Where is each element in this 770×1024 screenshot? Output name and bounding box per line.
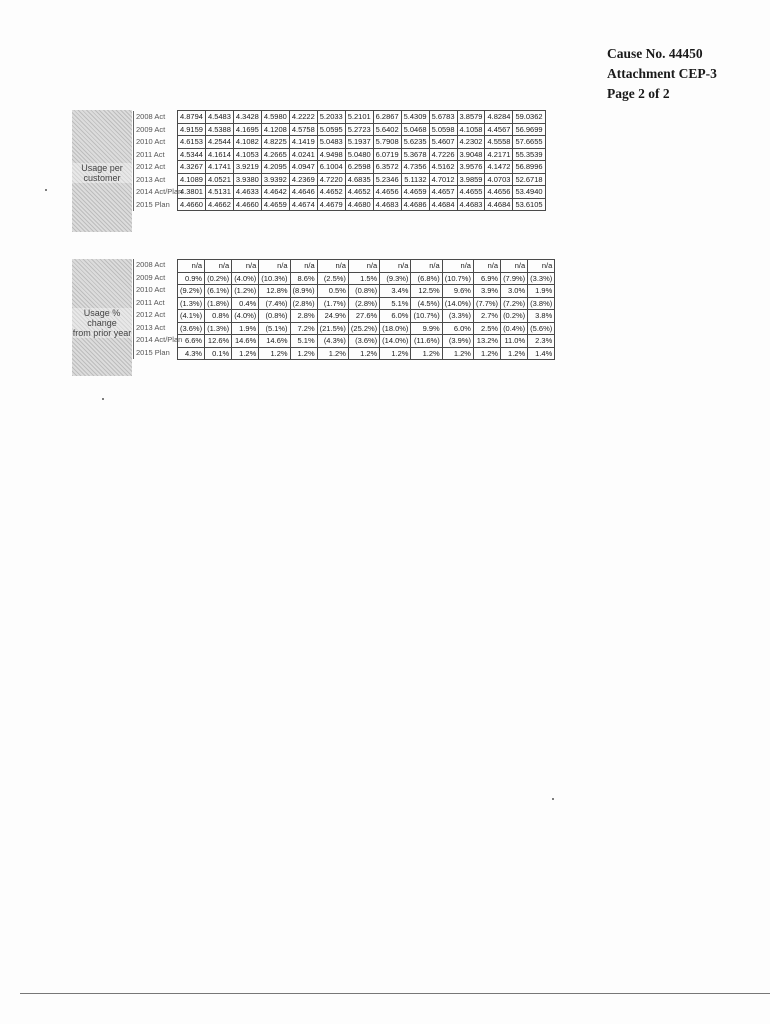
table-cell: 4.4652 <box>345 186 373 199</box>
table-cell: 4.5344 <box>178 148 206 161</box>
table-cell: 1.2% <box>501 347 528 360</box>
table-cell: (0.2%) <box>501 310 528 323</box>
usage-label: Usage per customer <box>72 163 132 183</box>
table-cell: 52.6718 <box>513 173 545 186</box>
table-cell: 1.4% <box>528 347 555 360</box>
table-cell: n/a <box>528 260 555 273</box>
table-row <box>178 272 555 285</box>
table-cell: 4.0947 <box>289 161 317 174</box>
table-cell: 4.5388 <box>205 123 233 136</box>
table-cell: 6.6% <box>178 335 205 348</box>
table-cell: 4.1695 <box>233 123 261 136</box>
table-row <box>178 322 555 335</box>
table-cell: 4.1089 <box>178 173 206 186</box>
table-cell: 4.4633 <box>233 186 261 199</box>
table-cell: 4.4659 <box>401 186 429 199</box>
table-cell: (9.2%) <box>178 285 205 298</box>
table-cell: (1.3%) <box>178 297 205 310</box>
table-cell: 5.2346 <box>373 173 401 186</box>
table-row <box>178 335 555 348</box>
table-cell: 4.4683 <box>457 198 485 211</box>
table-cell: 5.4607 <box>429 136 457 149</box>
table-cell: 1.2% <box>317 347 348 360</box>
table-cell: (25.2%) <box>348 322 379 335</box>
row-label: 2010 Act <box>133 136 249 149</box>
table-cell: 12.5% <box>411 285 442 298</box>
table-cell: (3.8%) <box>528 297 555 310</box>
table-cell: n/a <box>501 260 528 273</box>
table-row <box>178 173 546 186</box>
table-cell: (5.1%) <box>259 322 290 335</box>
table-cell: 12.6% <box>205 335 232 348</box>
table-cell: 1.2% <box>380 347 411 360</box>
table-cell: 0.4% <box>232 297 259 310</box>
table-cell: 6.0% <box>380 310 411 323</box>
table-cell: n/a <box>290 260 317 273</box>
table-cell: (10.7%) <box>442 272 473 285</box>
table-cell: 3.8% <box>528 310 555 323</box>
table-cell: 4.7220 <box>317 173 345 186</box>
table-cell: (5.6%) <box>528 322 555 335</box>
table-cell: 4.4655 <box>457 186 485 199</box>
table-cell: 5.2723 <box>345 123 373 136</box>
table-cell: 0.9% <box>178 272 205 285</box>
table-cell: 3.9% <box>473 285 500 298</box>
table-cell: 6.9% <box>473 272 500 285</box>
table-cell: (1.7%) <box>317 297 348 310</box>
table-cell: 4.2222 <box>289 111 317 124</box>
table-cell: 5.2101 <box>345 111 373 124</box>
table-cell: 4.3267 <box>178 161 206 174</box>
row-label: 2013 Act <box>133 322 249 335</box>
row-label: 2009 Act <box>133 272 249 285</box>
table-cell: 11.0% <box>501 335 528 348</box>
cause-number: Cause No. 44450 <box>607 46 703 61</box>
table-cell: (4.1%) <box>178 310 205 323</box>
table-cell: 0.8% <box>205 310 232 323</box>
table-cell: 12.8% <box>259 285 290 298</box>
table-cell: 9.6% <box>442 285 473 298</box>
table-cell: (4.0%) <box>232 310 259 323</box>
row-label: 2008 Act <box>133 111 249 124</box>
table-cell: 4.4660 <box>178 198 206 211</box>
table-cell: 4.5758 <box>289 123 317 136</box>
row-label: 2015 Plan <box>133 199 249 212</box>
row-label: 2014 Act/Plan <box>133 334 249 347</box>
table-cell: 5.6402 <box>373 123 401 136</box>
row-label: 2015 Plan <box>133 347 249 360</box>
table-cell: 4.0241 <box>289 148 317 161</box>
table-cell: 1.2% <box>348 347 379 360</box>
table-cell: 2.8% <box>290 310 317 323</box>
table-cell: (14.0%) <box>442 297 473 310</box>
table-cell: 1.2% <box>442 347 473 360</box>
table-cell: (1.8%) <box>205 297 232 310</box>
change-table <box>177 259 555 360</box>
table-cell: 4.4659 <box>261 198 289 211</box>
change-label-line2: from prior year <box>72 328 132 338</box>
table-cell: 4.7012 <box>429 173 457 186</box>
table-cell: 6.0719 <box>373 148 401 161</box>
table-cell: 4.4652 <box>317 186 345 199</box>
table-cell: 4.8794 <box>178 111 206 124</box>
table-cell: 4.5483 <box>205 111 233 124</box>
table-cell: 4.8225 <box>261 136 289 149</box>
table-cell: 1.2% <box>232 347 259 360</box>
table-cell: 1.9% <box>528 285 555 298</box>
table-cell: 4.1472 <box>485 161 513 174</box>
table-cell: 5.4309 <box>401 111 429 124</box>
table-cell: 3.9392 <box>261 173 289 186</box>
table-cell: 5.3678 <box>401 148 429 161</box>
table-cell: 0.5% <box>317 285 348 298</box>
table-cell: 4.4684 <box>485 198 513 211</box>
table-cell: 5.6235 <box>401 136 429 149</box>
table-cell: n/a <box>348 260 379 273</box>
table-cell: 9.9% <box>411 322 442 335</box>
table-cell: 4.4646 <box>289 186 317 199</box>
table-cell: (10.7%) <box>411 310 442 323</box>
table-cell: 4.5980 <box>261 111 289 124</box>
table-cell: 4.3428 <box>233 111 261 124</box>
table-cell: (0.8%) <box>259 310 290 323</box>
table-cell: 6.2598 <box>345 161 373 174</box>
scan-speck <box>45 189 47 191</box>
scan-speck <box>102 398 104 400</box>
table-cell: 6.3572 <box>373 161 401 174</box>
table-cell: 4.9159 <box>178 123 206 136</box>
table-cell: (7.4%) <box>259 297 290 310</box>
table-cell: (21.5%) <box>317 322 348 335</box>
table-cell: (0.2%) <box>205 272 232 285</box>
table-cell: 4.7226 <box>429 148 457 161</box>
table-cell: (14.0%) <box>380 335 411 348</box>
table-cell: 4.8284 <box>485 111 513 124</box>
row-label: 2012 Act <box>133 309 249 322</box>
table-cell: 3.9380 <box>233 173 261 186</box>
table-cell: 4.0521 <box>205 173 233 186</box>
table-cell: 27.6% <box>348 310 379 323</box>
document-header <box>607 44 757 104</box>
table-cell: 2.7% <box>473 310 500 323</box>
table-cell: 4.6153 <box>178 136 206 149</box>
table-cell: 5.0483 <box>317 136 345 149</box>
table-cell: 5.0598 <box>429 123 457 136</box>
attachment-id: Attachment CEP-3 <box>607 66 717 81</box>
table-cell: 4.2095 <box>261 161 289 174</box>
row-label: 2011 Act <box>133 297 249 310</box>
table-cell: 4.4674 <box>289 198 317 211</box>
table-cell: n/a <box>205 260 232 273</box>
table-cell: 4.1053 <box>233 148 261 161</box>
table-cell: 3.0% <box>501 285 528 298</box>
table-cell: 4.1082 <box>233 136 261 149</box>
table-cell: (4.3%) <box>317 335 348 348</box>
table-cell: 3.8579 <box>457 111 485 124</box>
table-cell: 4.4656 <box>373 186 401 199</box>
footer-rule <box>20 993 770 994</box>
table-cell: (3.3%) <box>442 310 473 323</box>
table-cell: (4.5%) <box>411 297 442 310</box>
table-cell: n/a <box>473 260 500 273</box>
table-cell: 4.3801 <box>178 186 206 199</box>
table-cell: 8.6% <box>290 272 317 285</box>
table-row <box>178 285 555 298</box>
table-cell: 14.6% <box>259 335 290 348</box>
table-row <box>178 297 555 310</box>
table-cell: n/a <box>380 260 411 273</box>
table-cell: 4.4686 <box>401 198 429 211</box>
table-row <box>178 161 546 174</box>
table-cell: (0.8%) <box>348 285 379 298</box>
table-cell: (3.6%) <box>348 335 379 348</box>
table-cell: (8.9%) <box>290 285 317 298</box>
usage-table <box>177 110 546 211</box>
row-label: 2008 Act <box>133 259 249 272</box>
table-cell: 56.8996 <box>513 161 545 174</box>
table-cell: 4.4679 <box>317 198 345 211</box>
row-label: 2010 Act <box>133 284 249 297</box>
table-cell: 6.0% <box>442 322 473 335</box>
table-cell: 13.2% <box>473 335 500 348</box>
table-cell: 4.0703 <box>485 173 513 186</box>
row-label: 2009 Act <box>133 124 249 137</box>
table-row <box>178 111 546 124</box>
table-row <box>178 310 555 323</box>
table-cell: 4.4567 <box>485 123 513 136</box>
table-cell: (7.9%) <box>501 272 528 285</box>
table-cell: (4.0%) <box>232 272 259 285</box>
table-cell: 1.2% <box>290 347 317 360</box>
table-row <box>178 136 546 149</box>
table-cell: (3.3%) <box>528 272 555 285</box>
table-cell: 6.2867 <box>373 111 401 124</box>
table-cell: 4.4660 <box>233 198 261 211</box>
table-cell: 2.5% <box>473 322 500 335</box>
row-label: 2012 Act <box>133 161 249 174</box>
table-cell: (7.7%) <box>473 297 500 310</box>
table-cell: 6.1004 <box>317 161 345 174</box>
table-row <box>178 260 555 273</box>
table-cell: 4.2302 <box>457 136 485 149</box>
table-cell: 4.5162 <box>429 161 457 174</box>
table-cell: 4.4684 <box>429 198 457 211</box>
table-cell: (1.3%) <box>205 322 232 335</box>
table-cell: n/a <box>259 260 290 273</box>
table-cell: 4.4642 <box>261 186 289 199</box>
table-row <box>178 123 546 136</box>
table-cell: 5.2033 <box>317 111 345 124</box>
table-cell: (10.3%) <box>259 272 290 285</box>
table-cell: 5.6783 <box>429 111 457 124</box>
table-cell: 4.2369 <box>289 173 317 186</box>
table-cell: 4.2171 <box>485 148 513 161</box>
table-cell: 57.6655 <box>513 136 545 149</box>
table-cell: n/a <box>442 260 473 273</box>
table-cell: 59.0362 <box>513 111 545 124</box>
scan-speck <box>552 798 554 800</box>
table-cell: 1.2% <box>411 347 442 360</box>
table-cell: 1.2% <box>473 347 500 360</box>
row-label: 2013 Act <box>133 174 249 187</box>
table-cell: 2.3% <box>528 335 555 348</box>
table-cell: 53.6105 <box>513 198 545 211</box>
table-cell: 4.4657 <box>429 186 457 199</box>
table-cell: 24.9% <box>317 310 348 323</box>
table-cell: 5.0468 <box>401 123 429 136</box>
table-cell: 5.1% <box>290 335 317 348</box>
page-number: Page 2 of 2 <box>607 86 670 101</box>
table-cell: (2.8%) <box>348 297 379 310</box>
table-cell: 4.5131 <box>205 186 233 199</box>
table-cell: 1.2% <box>259 347 290 360</box>
table-cell: (18.0%) <box>380 322 411 335</box>
table-cell: 5.0595 <box>317 123 345 136</box>
table-cell: 4.1208 <box>261 123 289 136</box>
table-cell: 4.1741 <box>205 161 233 174</box>
table-cell: 5.0480 <box>345 148 373 161</box>
table-cell: (6.8%) <box>411 272 442 285</box>
table-cell: (9.3%) <box>380 272 411 285</box>
table-cell: 3.9859 <box>457 173 485 186</box>
table-cell: 4.1419 <box>289 136 317 149</box>
table-cell: 1.5% <box>348 272 379 285</box>
table-cell: 5.1937 <box>345 136 373 149</box>
table-row <box>178 186 546 199</box>
table-cell: (7.2%) <box>501 297 528 310</box>
table-cell: 3.9576 <box>457 161 485 174</box>
table-cell: n/a <box>411 260 442 273</box>
table-cell: (2.5%) <box>317 272 348 285</box>
table-cell: 4.4662 <box>205 198 233 211</box>
table-cell: 3.9048 <box>457 148 485 161</box>
table-cell: n/a <box>232 260 259 273</box>
table-cell: n/a <box>178 260 205 273</box>
table-cell: (6.1%) <box>205 285 232 298</box>
row-label: 2011 Act <box>133 149 249 162</box>
table-cell: 14.6% <box>232 335 259 348</box>
row-label: 2014 Act/Plan <box>133 186 249 199</box>
table-cell: 53.4940 <box>513 186 545 199</box>
table-cell: (11.6%) <box>411 335 442 348</box>
table-cell: 4.9498 <box>317 148 345 161</box>
table-cell: 3.4% <box>380 285 411 298</box>
change-label-line1: Usage % change <box>72 308 132 328</box>
table-cell: 4.2665 <box>261 148 289 161</box>
table-cell: 0.1% <box>205 347 232 360</box>
table-cell: 4.4680 <box>345 198 373 211</box>
table-row <box>178 347 555 360</box>
table-cell: 5.1132 <box>401 173 429 186</box>
table-cell: 1.9% <box>232 322 259 335</box>
table-cell: 5.7908 <box>373 136 401 149</box>
table-cell: 4.4656 <box>485 186 513 199</box>
table-cell: 55.3539 <box>513 148 545 161</box>
table-cell: 3.9219 <box>233 161 261 174</box>
change-label-box <box>72 259 132 376</box>
table-cell: 4.7356 <box>401 161 429 174</box>
table-cell: 4.1058 <box>457 123 485 136</box>
table-cell: (1.2%) <box>232 285 259 298</box>
table-cell: (2.8%) <box>290 297 317 310</box>
table-cell: 4.6835 <box>345 173 373 186</box>
table-cell: 4.2544 <box>205 136 233 149</box>
usage-label-box <box>72 110 132 232</box>
table-cell: 4.4683 <box>373 198 401 211</box>
table-cell: 4.3% <box>178 347 205 360</box>
table-cell: 4.5558 <box>485 136 513 149</box>
table-cell: (3.6%) <box>178 322 205 335</box>
table-cell: 5.1% <box>380 297 411 310</box>
table-cell: n/a <box>317 260 348 273</box>
table-cell: 7.2% <box>290 322 317 335</box>
table-cell: (3.9%) <box>442 335 473 348</box>
table-row <box>178 198 546 211</box>
table-cell: 56.9699 <box>513 123 545 136</box>
table-cell: 4.1614 <box>205 148 233 161</box>
table-row <box>178 148 546 161</box>
table-cell: (0.4%) <box>501 322 528 335</box>
